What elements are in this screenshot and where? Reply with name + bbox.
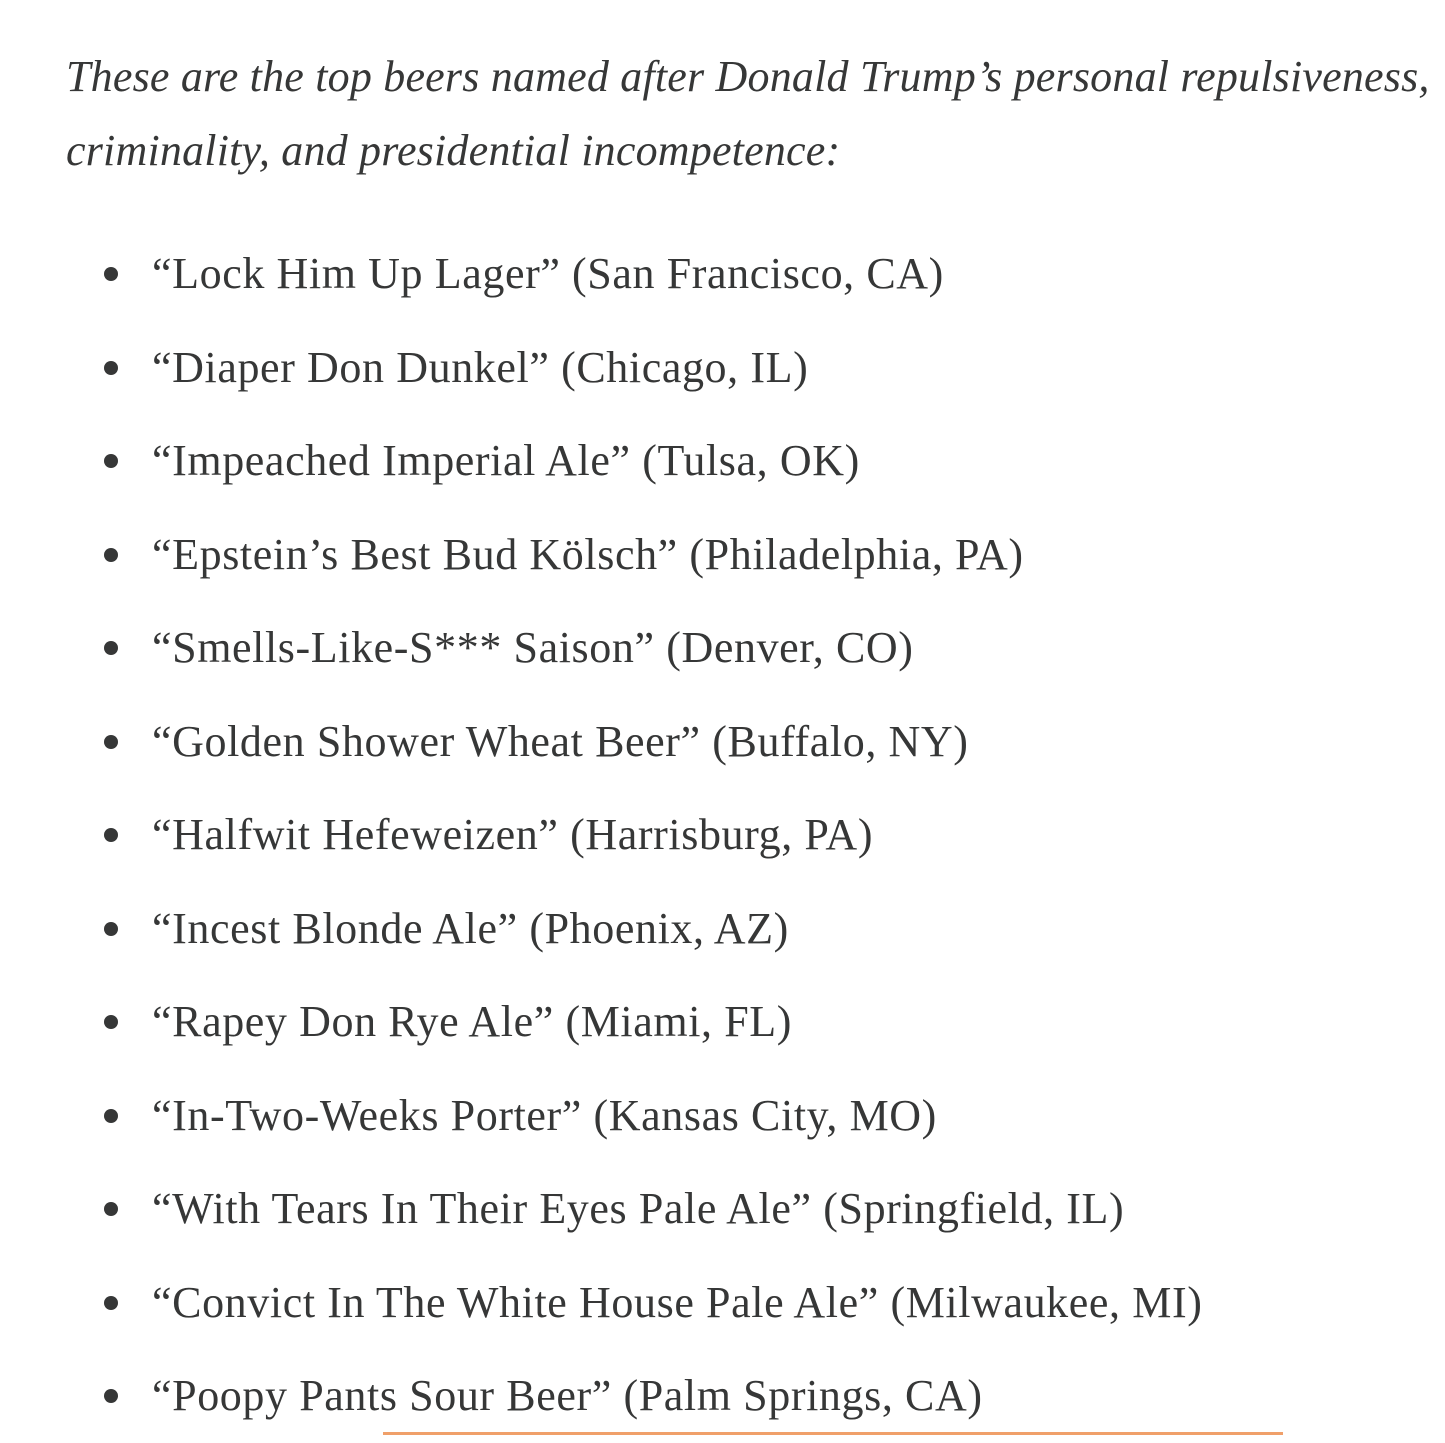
list-item bbox=[0, 601, 1202, 695]
bullet-icon bbox=[104, 641, 118, 655]
beer-text: “Lock Him Up Lager” (San Francisco, CA) bbox=[152, 249, 944, 298]
list-item bbox=[0, 1349, 1202, 1443]
list-item bbox=[0, 695, 1202, 789]
bullet-icon bbox=[104, 1109, 118, 1123]
list-item bbox=[0, 1069, 1202, 1163]
list-item bbox=[0, 227, 1202, 321]
list-item bbox=[0, 975, 1202, 1069]
beer-text: “With Tears In Their Eyes Pale Ale” (Springfield, IL) bbox=[152, 1184, 1125, 1233]
intro-paragraph bbox=[66, 40, 1445, 188]
beer-text: “Poopy Pants Sour Beer” (Palm Springs, CA) bbox=[152, 1371, 983, 1420]
bullet-icon bbox=[104, 1389, 118, 1403]
intro-line-2: criminality, and presidential incompetence: bbox=[66, 126, 841, 175]
beer-text: “Epstein’s Best Bud Kölsch” (Philadelphia, PA) bbox=[152, 529, 1024, 579]
beer-text: “Halfwit Hefeweizen” (Harrisburg, PA) bbox=[152, 810, 874, 859]
beer-text: “Impeached Imperial Ale” (Tulsa, OK) bbox=[152, 436, 860, 485]
list-item bbox=[0, 508, 1202, 602]
list-item bbox=[0, 1162, 1202, 1256]
beer-text: “Smells-Like-S*** Saison” (Denver, CO) bbox=[152, 623, 914, 672]
list-item bbox=[0, 1256, 1202, 1350]
beer-text: “Convict In The White House Pale Ale” (Milwaukee, MI) bbox=[152, 1277, 1203, 1327]
bullet-icon bbox=[104, 548, 118, 562]
bullet-icon bbox=[104, 361, 118, 375]
beer-text: “Rapey Don Rye Ale” (Miami, FL) bbox=[152, 997, 793, 1046]
list-item bbox=[0, 788, 1202, 882]
bullet-icon bbox=[104, 922, 118, 936]
bullet-icon bbox=[104, 267, 118, 281]
list-item bbox=[0, 414, 1202, 508]
bullet-icon bbox=[104, 828, 118, 842]
beer-list bbox=[0, 227, 1202, 1443]
bullet-icon bbox=[104, 1296, 118, 1310]
list-item bbox=[0, 321, 1202, 415]
bullet-icon bbox=[104, 1015, 118, 1029]
beer-text: “Incest Blonde Ale” (Phoenix, AZ) bbox=[152, 903, 789, 953]
list-item bbox=[0, 882, 1202, 976]
intro-line-1: These are the top beers named after Donald Trump’s personal repulsiveness, bbox=[66, 52, 1430, 101]
bullet-icon bbox=[104, 454, 118, 468]
bullet-icon bbox=[104, 1202, 118, 1216]
beer-text: “In-Two-Weeks Porter” (Kansas City, MO) bbox=[152, 1090, 937, 1140]
beer-text: “Golden Shower Wheat Beer” (Buffalo, NY) bbox=[152, 716, 969, 766]
beer-text: “Diaper Don Dunkel” (Chicago, IL) bbox=[152, 342, 809, 392]
bullet-icon bbox=[104, 735, 118, 749]
